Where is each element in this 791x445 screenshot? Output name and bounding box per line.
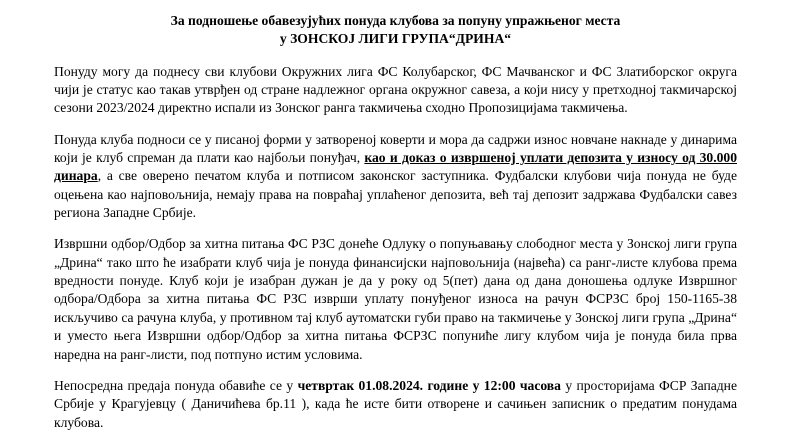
title-line-1: За подношење обавезујућих понуда клубова за попуну упражњеног места: [170, 13, 621, 28]
paragraph-offer-form: [54, 131, 737, 223]
body-text: Извршни одбор/Одбор за хитна питања ФС РЗС донеће Одлуку о попуњавању слободног места у Зонској лиги група „Дрина“ тако што ће изабрати клуб чија је понуда финансијски најповољнија (највећа) са ранг-листе клубова према вредности понуде. Клуб који је изабран дужан је да у року од 5(пет) дана од дана доношења одлуке Извршног одбора/Одбора за хитна питања ФС РЗС изврши уплату понуђеног износа на рачун ФСРЗС број 150-1165-38 искључиво са рачуна клуба, у противном тај клуб аутоматски губи право на такмичење у Зонској лиги група „Дрина“ и уместо њега Извршни одбор/Одбор за хитна питања ФСРЗС попуниће лигу клубом чија је понуда била прва наредна на ранг-листи, под потпуно истим условима.: [54, 236, 737, 362]
title-line-2: у ЗОНСКОЈ ЛИГИ ГРУПА“ДРИНА“: [279, 31, 512, 47]
paragraph-submission: [54, 377, 737, 432]
paragraph-decision: [54, 235, 737, 363]
body-text: у просторијама ФСР Западне Србије у Крагујевцу ( Даничићева бр.11 ), када ће исте бити отворене и сачињен записник о предатим понудама клубова.: [54, 377, 737, 430]
body-text: Понуду могу да поднесу сви клубови Окружних лига ФС Колубарског, ФС Мачванског и ФС Златиборског округа чији је статус као такав утврђен од стране надлежног органа окружног савеза, а који нису у претходној такмичарској сезони 2023/2024 директно испали из Зонског ранга такмичења сходно Пропозицијама такмичења.: [54, 63, 737, 116]
document-title: [54, 12, 737, 49]
body-text: Непосредна предаја понуда обавиће се у: [54, 377, 298, 393]
body-text: , а све оверено печатом клуба и потписом законског заступника. Фудбалски клубови чија понуда не буде оцењена као најповољнија, немају права на повраћај уплаћеног депозита, већ тај депозит задржава Фудбалски савез региона Западне Србије.: [54, 168, 737, 221]
emphasis-text: четвртак 01.08.2024. године у 12:00 часова: [297, 377, 561, 393]
body-text: Понуда клуба подноси се у писаној форми у затвореној коверти и мора да садржи износ новчане накнаде у динарима који је клуб спреман да плати као најбољи понуђач,: [54, 131, 737, 166]
paragraph-eligibility: [54, 63, 737, 118]
emphasis-underline-text: као и доказ о извршеној уплати депозита у износу од 30.000 динара: [54, 150, 737, 184]
